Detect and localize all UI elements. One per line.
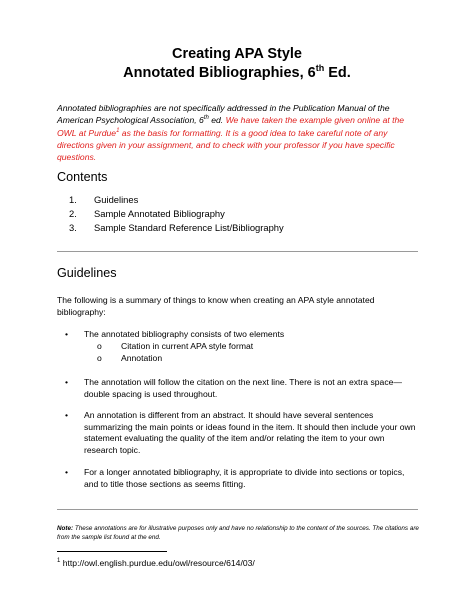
- guidelines-summary: The following is a summary of things to know when creating an APA style annotated bibliography:: [57, 295, 375, 317]
- note-paragraph: [57, 524, 419, 542]
- sub-item-text: Annotation: [121, 353, 163, 363]
- contents-list: [57, 193, 284, 235]
- intro-red-b: as the basis for formatting. It is a good idea to take careful note of any directions given in your assignment, and to check with your professor if you have specific questions.: [57, 127, 395, 163]
- guideline-text: For a longer annotated bibliography, it is appropriate to divide into sections or topics, and to title those sections as seems fitting.: [84, 467, 405, 489]
- contents-heading: Contents: [57, 170, 108, 184]
- footnote-link[interactable]: http://owl.english.purdue.edu/owl/resource/614/03/: [60, 557, 255, 568]
- contents-item-label: Sample Standard Reference List/Bibliography: [94, 222, 284, 233]
- contents-item-number: 3.: [69, 222, 77, 233]
- guideline-text: An annotation is different from an abstract. It should have several sentences summarizing the main points or ideas found in the item. It should then include your own statement evaluating the quality of the item and/or relating the item to your own research topic.: [84, 410, 416, 455]
- contents-item[interactable]: [57, 207, 284, 221]
- intro-red-a: We have taken the example given online at the OWL at Purdue: [57, 115, 405, 138]
- intro-text-a: Annotated bibliographies are not specifically addressed in the Publication Manual of the American Psychological Association, 6: [57, 103, 390, 126]
- contents-item-number: 2.: [69, 208, 77, 219]
- page-title-line1: Creating APA Style: [172, 46, 302, 62]
- bullet-icon: •: [65, 410, 69, 420]
- contents-item[interactable]: [57, 193, 284, 207]
- sub-item-text: Citation in current APA style format: [121, 341, 254, 351]
- guideline-text: The annotated bibliography consists of two elements: [84, 329, 285, 339]
- contents-item-label: Sample Annotated Bibliography: [94, 208, 225, 219]
- contents-item-label: Guidelines: [94, 194, 139, 205]
- footnote: [57, 556, 255, 569]
- intro-sup-a: th: [203, 115, 209, 122]
- bullet-icon: •: [65, 377, 69, 387]
- intro-footnote-ref[interactable]: 1: [116, 127, 120, 134]
- note-text: These annotations are for illustrative purposes only and have no relationship to the content of the sources. The citations are from the sample list found at the end.: [57, 525, 419, 541]
- note-label: Note:: [57, 525, 74, 532]
- title-superscript: th: [315, 63, 325, 74]
- guideline-text: The annotation will follow the citation on the next line. There is not an extra space—double spacing is used throughout.: [84, 377, 402, 399]
- title-end: Ed.: [324, 65, 351, 81]
- footnote-divider: [57, 551, 167, 552]
- bullet-icon: •: [65, 329, 69, 339]
- guidelines-heading: Guidelines: [57, 266, 117, 280]
- guideline-sub-item: [97, 353, 162, 365]
- section-divider: [57, 251, 418, 252]
- sub-bullet-icon: o: [97, 341, 102, 351]
- contents-item-number: 1.: [69, 194, 77, 205]
- intro-text-b: ed.: [208, 115, 226, 126]
- title-main: Annotated Bibliographies, 6: [123, 65, 316, 81]
- footnote-number: 1: [57, 558, 61, 564]
- sub-bullet-icon: o: [97, 353, 102, 363]
- intro-paragraph: [57, 102, 419, 163]
- bullet-icon: •: [65, 467, 69, 477]
- contents-item[interactable]: [57, 221, 284, 235]
- section-divider: [57, 509, 418, 510]
- guideline-sub-item: [97, 341, 253, 353]
- page-title-line2: [0, 64, 474, 82]
